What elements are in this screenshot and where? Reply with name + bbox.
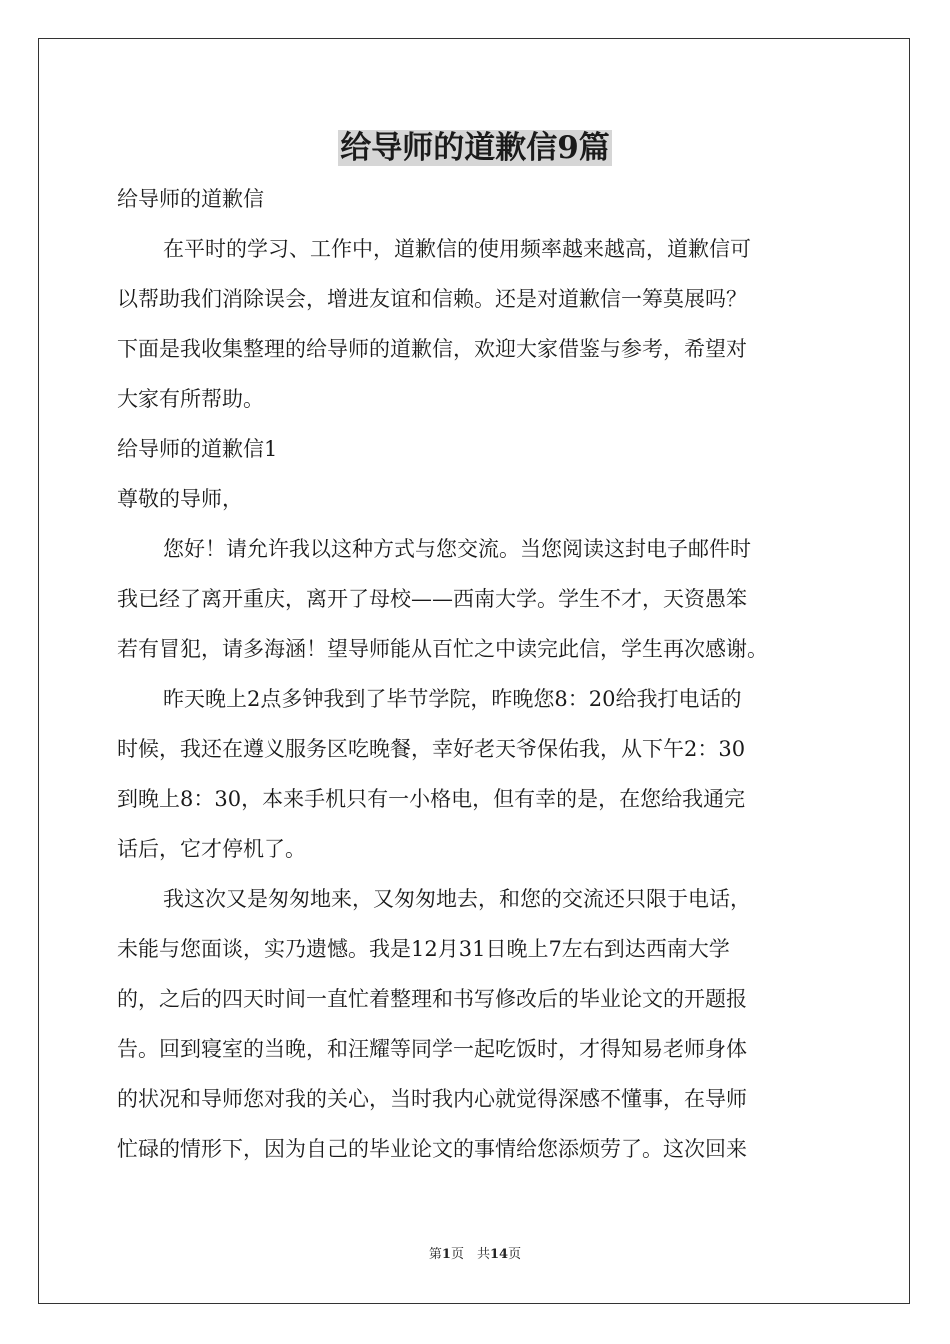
paragraph-line: 以帮助我们消除误会，增进友谊和信赖。还是对道歉信一筹莫展吗？ <box>117 287 747 311</box>
footer-prefix: 第 <box>428 1247 442 1262</box>
paragraph-line: 昨天晚上2点多钟我到了毕节学院，昨晚您8：20给我打电话的 <box>163 687 742 711</box>
paragraph-line: 您好！请允许我以这种方式与您交流。当您阅读这封电子邮件时 <box>163 537 751 561</box>
section-heading: 给导师的道歉信1 <box>117 437 278 461</box>
footer-middle: 页 共 <box>450 1247 490 1262</box>
paragraph-line: 在平时的学习、工作中，道歉信的使用频率越来越高，道歉信可 <box>163 237 751 261</box>
paragraph-line: 忙碌的情形下，因为自己的毕业论文的事情给您添烦劳了。这次回来 <box>117 1137 747 1161</box>
current-page-number: 1 <box>441 1247 451 1262</box>
paragraph-line: 告。回到寝室的当晚，和汪耀等同学一起吃饭时，才得知易老师身体 <box>117 1037 747 1061</box>
document-title-text: 给导师的道歉信9篇 <box>340 130 610 166</box>
paragraph-line: 我这次又是匆匆地来，又匆匆地去，和您的交流还只限于电话， <box>163 887 751 911</box>
page-footer <box>0 1245 950 1265</box>
total-page-count: 14 <box>489 1247 509 1262</box>
paragraph-line: 的状况和导师您对我的关心，当时我内心就觉得深感不懂事，在导师 <box>117 1087 747 1111</box>
paragraph-line: 未能与您面谈，实乃遗憾。我是12月31日晚上7左右到达西南大学 <box>117 937 730 961</box>
subtitle-line: 给导师的道歉信 <box>117 187 264 211</box>
paragraph-line: 若有冒犯，请多海涵！望导师能从百忙之中读完此信，学生再次感谢。 <box>117 637 768 661</box>
paragraph-line: 话后，它才停机了。 <box>117 837 306 861</box>
paragraph-line: 下面是我收集整理的给导师的道歉信，欢迎大家借鉴与参考，希望对 <box>117 337 747 361</box>
salutation: 尊敬的导师， <box>117 487 243 511</box>
paragraph-line: 我已经了离开重庆，离开了母校——西南大学。学生不才，天资愚笨 <box>117 587 747 611</box>
document-title <box>0 126 950 170</box>
document-body <box>117 174 857 1174</box>
paragraph-line: 大家有所帮助。 <box>117 387 264 411</box>
footer-suffix: 页 <box>508 1247 522 1262</box>
paragraph-line: 到晚上8：30，本来手机只有一小格电，但有幸的是，在您给我通完 <box>117 787 746 811</box>
paragraph-line: 的，之后的四天时间一直忙着整理和书写修改后的毕业论文的开题报 <box>117 987 747 1011</box>
paragraph-line: 时候，我还在遵义服务区吃晚餐，幸好老天爷保佑我，从下午2：30 <box>117 737 746 761</box>
